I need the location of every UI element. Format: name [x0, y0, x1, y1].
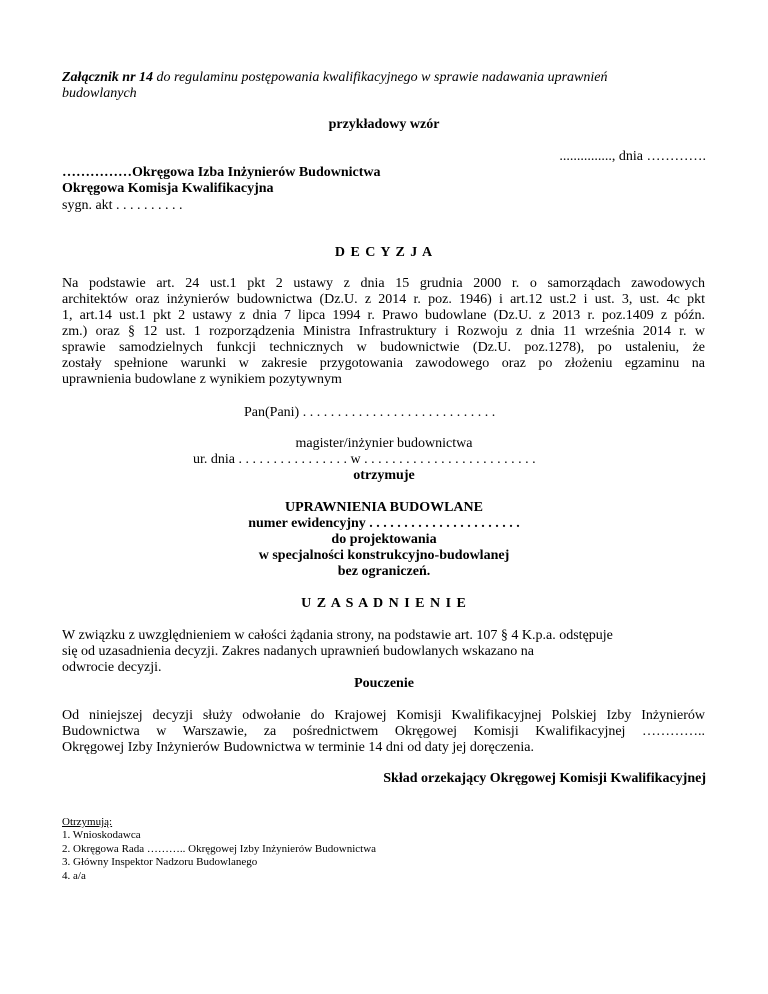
legal-line: Na podstawie art. 24 ust.1 pkt 2 ustawy z dnia 15 grudnia 2000 r. o samorządach zawodowych [62, 276, 705, 291]
permit-limits: bez ograniczeń. [337, 564, 431, 579]
birth-field: ur. dnia . . . . . . . . . . . . . . . . w . . . . . . . . . . . . . . . . . . . . . . . . . [193, 452, 536, 467]
recipient-item: 1. Wnioskodawca [62, 829, 141, 841]
legal-basis [62, 276, 705, 388]
instruction-line: Budownictwa w Warszawie, za pośrednictwem Okręgowej Komisji Kwalifikacyjnej ………….. [62, 724, 705, 739]
chamber-name: ……………Okręgowa Izba Inżynierów Budownictwa [62, 165, 381, 180]
legal-line: 1, art.14 ust.1 pkt 2 ustawy z dnia 7 lipca 1994 r. Prawo budowlane (Dz.U. z 2013 r. poz.1409 z późn. [62, 308, 705, 323]
justification-line: W związku z uwzględnieniem w całości żądania strony, na podstawie art. 107 § 4 K.p.a. odstępuje [62, 628, 613, 643]
legal-line: zostały spełnione warunki w zakresie przygotowania zawodowego oraz po złożeniu egzaminu na [62, 356, 705, 371]
permit-scope: do projektowania [331, 532, 437, 547]
permit-number: numer ewidencyjny . . . . . . . . . . . . . . . . . . . . . . [248, 516, 520, 531]
instruction-line: Okręgowej Izby Inżynierów Budownictwa w terminie 14 dni od daty jej doręczenia. [62, 740, 534, 755]
annex-label: Załącznik nr 14 [62, 70, 154, 85]
committee-name: Okręgowa Komisja Kwalifikacyjna [62, 181, 274, 196]
legal-line: sprawie samodzielnych funkcji technicznych w budownictwie (Dz.U. poz.1278), po ustaleniu, że [62, 340, 705, 355]
legal-line: architektów oraz inżynierów budownictwa (Dz.U. z 2014 r. poz. 1946) i art.12 ust.2 i ust. 3, ust. 4c pkt [62, 292, 705, 307]
annex-description: do regulaminu postępowania kwalifikacyjnego w sprawie nadawania uprawnień [153, 70, 608, 85]
justification-line: odwrocie decyzji. [62, 660, 162, 675]
permit-title: UPRAWNIENIA BUDOWLANE [285, 500, 483, 515]
decision-title: D E C Y Z J A [334, 245, 434, 260]
receives-label: otrzymuje [353, 468, 415, 483]
recipients-title: Otrzymują: [62, 816, 113, 828]
instruction-line: Od niniejszej decyzji służy odwołanie do Krajowej Komisji Kwalifikacyjnej Polskiej Izby Inżynierów [62, 708, 705, 723]
legal-line-last: uprawnienia budowlane z wynikiem pozytywnym [62, 372, 342, 387]
instruction-title: Pouczenie [354, 676, 414, 691]
annex-line-1 [62, 70, 607, 86]
permit-specialty: w specjalności konstrukcyjno-budowlanej [258, 548, 510, 563]
recipient-item: 2. Okręgowa Rada ……….. Okręgowej Izby Inżynierów Budownictwa [62, 843, 377, 855]
instruction-text [62, 708, 705, 756]
person-field: Pan(Pani) . . . . . . . . . . . . . . . . . . . . . . . . . . . . [244, 405, 496, 420]
legal-line: zm.) oraz § 12 ust. 1 rozporządzenia Ministra Infrastruktury i Rozwoju z dnia 11 września 2014 r. w [62, 324, 705, 339]
place-date: ..............., dnia …………. [559, 149, 706, 164]
case-number: sygn. akt . . . . . . . . . . [62, 198, 183, 213]
panel-signature: Skład orzekający Okręgowej Komisji Kwalifikacyjnej [383, 771, 706, 786]
justification-line: się od uzasadnienia decyzji. Zakres nadanych uprawnień budowlanych wskazano na [62, 644, 534, 659]
annex-line-2: budowlanych [62, 86, 137, 101]
sample-label: przykładowy wzór [328, 117, 440, 132]
recipient-item: 3. Główny Inspektor Nadzoru Budowlanego [62, 856, 258, 868]
degree: magister/inżynier budownictwa [295, 436, 473, 451]
justification-title: U Z A S A D N I E N I E [301, 596, 467, 611]
recipient-item: 4. a/a [62, 870, 86, 882]
